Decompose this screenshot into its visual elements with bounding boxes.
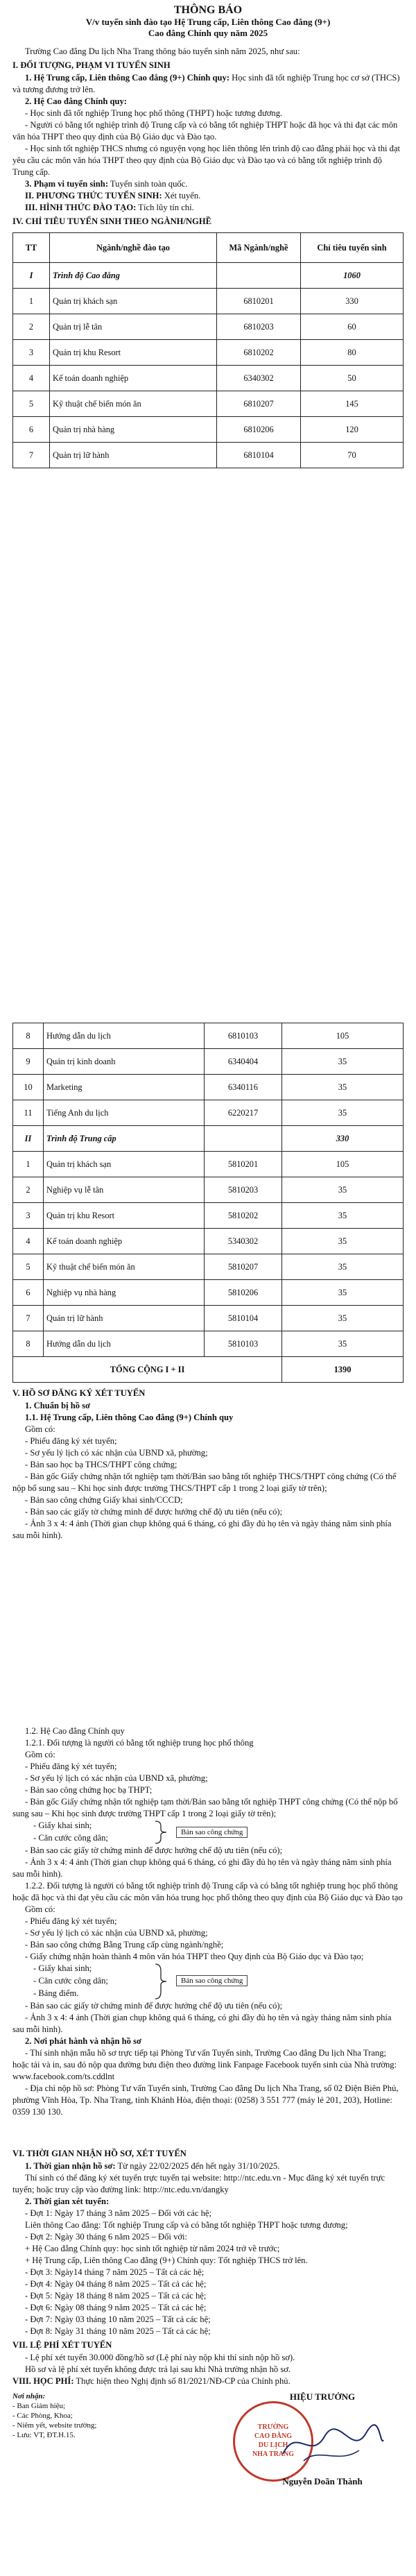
doc-list-item: - Giấy chứng nhận hoàn thành 4 môn văn hóa THPT theo Quy định của Bộ Giáo dục và Đào tạo;	[25, 1952, 364, 1961]
cell-tt: 11	[13, 1100, 44, 1126]
section-3-heading: III. HÌNH THỨC ĐÀO TẠO:	[25, 203, 137, 212]
s7-a: - Lệ phí xét tuyển 30.000 đồng/hồ sơ (Lệ phí này nộp khi thí sinh nộp hồ sơ).	[25, 2353, 295, 2362]
total-quota: 1390	[282, 1357, 404, 1383]
section-1-heading: I. ĐỐI TƯỢNG, PHẠM VI TUYỂN SINH	[12, 60, 171, 70]
s1-h2-b: - Người có bằng tốt nghiệp trình độ Trung cấp và có bằng tốt nghiệp THPT hoặc đã học và thi đạt các môn văn hóa THPT theo quy định của Bộ Giáo dục và Đào tạo.	[12, 120, 398, 142]
cell-tt: 9	[13, 1049, 44, 1075]
cell-quota: 35	[282, 1100, 404, 1126]
signature-scribble	[276, 2419, 387, 2468]
cell-name: Kỹ thuật chế biến món ăn	[50, 391, 217, 417]
table-total-row	[13, 1357, 404, 1383]
recipient-item: - Lưu: VT, ĐT.H.15.	[12, 2431, 76, 2439]
s5b-gom-1: Gồm có:	[25, 1750, 55, 1759]
cell-tt: 5	[13, 1254, 44, 1280]
cell-code: 5810207	[205, 1254, 282, 1280]
cell-name: Tiếng Anh du lịch	[44, 1100, 205, 1126]
doc-list-item: - Bản sao học bạ THCS/THPT công chứng;	[25, 1460, 177, 1469]
cell-quota: 70	[301, 443, 404, 468]
table-row	[13, 1177, 404, 1203]
cell-quota: 60	[301, 314, 404, 340]
section-7-heading: VII. LỆ PHÍ XÉT TUYỂN	[12, 2340, 112, 2350]
cell-tt: 8	[13, 1023, 44, 1049]
doc-list-item: - Phiếu đăng ký xét tuyển;	[25, 1762, 117, 1771]
cell-tt: 7	[13, 1306, 44, 1331]
cell-code: 6810206	[217, 417, 301, 443]
cell-code: 5340302	[205, 1229, 282, 1254]
cell-tt: 4	[13, 366, 50, 391]
cell-name: Hướng dẫn du lịch	[44, 1023, 205, 1049]
cell-tt: 4	[13, 1229, 44, 1254]
cell-tt: 2	[13, 314, 50, 340]
schedule-item: - Đợt 8: Ngày 31 tháng 10 năm 2025 – Tất cả các hệ;	[25, 2326, 211, 2336]
cell-tt: 3	[13, 340, 50, 366]
section-6-heading: VI. THỜI GIAN NHẬN HỒ SƠ, XÉT TUYỂN	[12, 2149, 187, 2158]
cell-name: Quản trị kinh doanh	[44, 1049, 205, 1075]
brace2-label: Bản sao công chứng	[176, 1975, 248, 1986]
cell-quota: 35	[282, 1049, 404, 1075]
s5-sub12: 1.2. Hệ Cao đẳng Chính quy	[25, 1726, 125, 1736]
cell-quota: 145	[301, 391, 404, 417]
cell-name: Kế toán doanh nghiệp	[50, 366, 217, 391]
s1-h1-text: Học sinh đã tốt nghiệp Trung học cơ sở (THCS) và tương đương trở lên.	[12, 73, 400, 94]
page-2	[0, 1017, 416, 1714]
doc-list-item: - Bản sao các giấy tờ chứng minh để được hưởng chế độ ưu tiên (nếu có);	[25, 1507, 283, 1517]
cell-tt: 6	[13, 417, 50, 443]
schedule-item: - Đợt 6: Ngày 08 tháng 9 năm 2025 – Tất cả các hệ;	[25, 2303, 207, 2312]
brace2-item: - Căn cước công dân;	[33, 1976, 108, 1986]
cell-name: Trình độ Cao đẳng	[50, 263, 217, 289]
brace-group-1	[33, 1820, 404, 1845]
col-code: Mã Ngành/nghề	[217, 233, 301, 263]
table-row	[13, 1306, 404, 1331]
schedule-item: Liên thông Cao đẳng: Tốt nghiệp Trung cấp và có bằng tốt nghiệp THPT hoặc tương đương;	[25, 2220, 348, 2230]
schedule-item: - Đợt 1: Ngày 17 tháng 3 năm 2025 – Đối với các hệ;	[25, 2208, 211, 2218]
cell-tt: II	[13, 1126, 44, 1152]
cell-code	[217, 263, 301, 289]
recipient-item: - Ban Giám hiệu;	[12, 2402, 66, 2410]
doc-list-item: - Bản sao công chứng Bằng Trung cấp cùng ngành/nghề;	[25, 1940, 224, 1950]
stamp-line: CAO ĐẲNG	[254, 2432, 293, 2440]
cell-quota: 35	[282, 1280, 404, 1306]
cell-code: 6340116	[205, 1075, 282, 1100]
cell-name: Quản trị khách sạn	[50, 289, 217, 314]
cell-quota: 35	[282, 1075, 404, 1100]
cell-tt: 10	[13, 1075, 44, 1100]
doc-list-item: - Sơ yếu lý lịch có xác nhận của UBND xã, phường;	[25, 1773, 208, 1783]
cell-code: 6810201	[217, 289, 301, 314]
recipient-item: - Các Phòng, Khoa;	[12, 2412, 73, 2420]
brace-group-2	[33, 1963, 404, 2000]
cell-name: Hướng dẫn du lịch	[44, 1331, 205, 1357]
s1-h3-text: Tuyển sinh toàn quốc.	[108, 179, 188, 189]
doc-title: THÔNG BÁO	[173, 4, 243, 16]
s5-sub11: 1.1. Hệ Trung cấp, Liên thông Cao đẳng (9+) Chính quy	[25, 1413, 234, 1422]
cell-name: Quản trị khu Resort	[50, 340, 217, 366]
cell-name: Quản trị khu Resort	[44, 1203, 205, 1229]
section-2-text: Xét tuyển.	[162, 191, 201, 201]
s5-gom: Gồm có:	[25, 1424, 55, 1434]
schedule-item: + Hệ Trung cấp, Liên thông Cao đẳng (9+) Chính quy: Tốt nghiệp THCS trở lên.	[25, 2255, 308, 2265]
s5-sub1: 1. Chuẩn bị hồ sơ	[25, 1401, 91, 1410]
table-row	[13, 391, 404, 417]
brace1-label: Bản sao công chứng	[176, 1827, 248, 1838]
s5-sub2: 2. Nơi phát hành và nhận hồ sơ	[25, 2036, 141, 2046]
cell-code: 6810203	[217, 314, 301, 340]
cell-code: 5810104	[205, 1306, 282, 1331]
s5-sub121: 1.2.1. Đối tượng là người có bằng tốt nghiệp trung học phổ thông	[25, 1738, 254, 1748]
s1-h1-label: 1. Hệ Trung cấp, Liên thông Cao đẳng (9+) Chính quy:	[25, 73, 230, 83]
cell-quota: 1060	[301, 263, 404, 289]
doc-list-item: - Bản sao các giấy tờ chứng minh để được hưởng chế độ ưu tiên (nếu có);	[25, 1845, 283, 1855]
cell-code: 6340404	[205, 1049, 282, 1075]
cell-code: 6340302	[217, 366, 301, 391]
schedule-item: + Hệ Cao đẳng Chính quy: học sinh tốt nghiệp từ năm 2024 trở về trước;	[25, 2244, 280, 2253]
col-name: Ngành/nghề đào tạo	[50, 233, 217, 263]
s5b-gom-2: Gồm có:	[25, 1904, 55, 1914]
cell-code: 5810202	[205, 1203, 282, 1229]
s6-t1-a: Thí sinh có thể đăng ký xét tuyển trực tuyến tại website: http://ntc.edu.vn - Mục đăng ký xét tuyển trực tuyến; hoặc truy cập vào đường link: http://ntc.edu.vn/dangky	[12, 2173, 385, 2194]
cell-code: 6810207	[217, 391, 301, 417]
cell-tt: 6	[13, 1280, 44, 1306]
stamp-line: NHA TRANG	[252, 2450, 295, 2458]
intro-text: Trường Cao đẳng Du lịch Nha Trang thông báo tuyển sinh năm 2025, như sau:	[25, 46, 300, 56]
doc-list-item: - Bản gốc Giấy chứng nhận tốt nghiệp tạm thời/Bản sao bằng tốt nghiệp THPT công chứng (Có thể nộp bổ sung sau – Khi học sinh được trường THPT cấp 1 trong 2 loại giấy tờ trên);	[12, 1797, 398, 1818]
cell-name: Marketing	[44, 1075, 205, 1100]
cell-tt: 5	[13, 391, 50, 417]
cell-name: Quản trị khách sạn	[44, 1152, 205, 1177]
doc-list-item: - Phiếu đăng ký xét tuyển;	[25, 1436, 117, 1446]
section-3-text: Tích lũy tín chỉ.	[136, 203, 194, 212]
signature-block	[12, 2391, 404, 2496]
table-row	[13, 1049, 404, 1075]
page-1	[0, 0, 416, 996]
cell-code: 5810203	[205, 1177, 282, 1203]
s7-b: Hồ sơ và lệ phí xét tuyển không được trả lại sau khi Nhà trường nhận hồ sơ.	[25, 2364, 291, 2374]
s8-text: Thực hiện theo Nghị định số 81/2021/NĐ-CP của Chính phủ.	[73, 2376, 291, 2386]
doc-list-item: - Phiếu đăng ký xét tuyển;	[25, 1916, 117, 1926]
cell-name: Kỹ thuật chế biến món ăn	[44, 1254, 205, 1280]
cell-tt: 3	[13, 1203, 44, 1229]
cell-code: 5810206	[205, 1280, 282, 1306]
sign-title: HIỆU TRƯỞNG	[289, 2391, 356, 2402]
table-row	[13, 1075, 404, 1100]
cell-code: 6810103	[205, 1023, 282, 1049]
col-quota: Chỉ tiêu tuyển sinh	[301, 233, 404, 263]
cell-tt: I	[13, 263, 50, 289]
schedule-item: - Đợt 2: Ngày 30 tháng 6 năm 2025 – Đối với:	[25, 2232, 188, 2242]
cell-code: 6220217	[205, 1100, 282, 1126]
cell-quota: 35	[282, 1254, 404, 1280]
schedule-item: - Đợt 7: Ngày 03 tháng 10 năm 2025 – Tất cả các hệ;	[25, 2314, 211, 2324]
section-8-heading: VIII. HỌC PHÍ:	[12, 2376, 74, 2386]
s1-h2-label: 2. Hệ Cao đẳng Chính quy:	[25, 96, 127, 106]
cell-quota: 105	[282, 1023, 404, 1049]
cell-quota: 35	[282, 1306, 404, 1331]
brace1-item: - Căn cước công dân;	[33, 1833, 108, 1843]
s6-t1-text: Từ ngày 22/02/2025 đến hết ngày 31/10/2025.	[115, 2161, 280, 2171]
cell-code	[205, 1126, 282, 1152]
cell-name: Quản trị lữ hành	[44, 1306, 205, 1331]
schedule-item: - Đợt 5: Ngày 18 tháng 8 năm 2025 – Tất cả các hệ;	[25, 2291, 207, 2301]
doc-list-item: - Ảnh 3 x 4: 4 ảnh (Thời gian chụp không quá 6 tháng, có ghi đầy đủ họ tên và ngày tháng năm sinh phía sau mỗi hình).	[12, 1519, 392, 1540]
table-row	[13, 340, 404, 366]
s5-sub2-a: - Thí sinh nhận mẫu hồ sơ trực tiếp tại Phòng Tư vấn Tuyển sinh, Trường Cao đẳng Du lịch Nha Trang; hoặc tải và in, sau đó nộp qua đường bưu điện theo đường link Fanpage Facebook tuyển sinh của Nhà trường: www.facebook.com/ts.cddlnt	[12, 2048, 397, 2081]
doc-list-item: - Ảnh 3 x 4: 4 ảnh (Thời gian chụp không quá 6 tháng, có ghi đầy đủ họ tên và ngày tháng năm sinh phía sau mỗi hình).	[12, 1857, 392, 1879]
cell-quota: 35	[282, 1229, 404, 1254]
cell-quota: 35	[282, 1177, 404, 1203]
table-row	[13, 366, 404, 391]
table-row	[13, 1203, 404, 1229]
brace2-item: - Giấy khai sinh;	[33, 1963, 92, 1973]
cell-name: Quản trị lữ hành	[50, 443, 217, 468]
page-3	[0, 1723, 416, 2576]
table-row	[13, 1229, 404, 1254]
cell-tt: 2	[13, 1177, 44, 1203]
doc-list-item: - Sơ yếu lý lịch có xác nhận của UBND xã, phường;	[25, 1928, 208, 1938]
cell-name: Trình độ Trung cấp	[44, 1126, 205, 1152]
cell-code: 5810103	[205, 1331, 282, 1357]
brace-icon	[153, 1820, 173, 1845]
doc-list-item: - Sơ yếu lý lịch có xác nhận của UBND xã, phường;	[25, 1448, 208, 1458]
section-2-heading: II. PHƯƠNG THỨC TUYỂN SINH:	[25, 191, 162, 201]
cell-name: Nghiệp vụ lễ tân	[44, 1177, 205, 1203]
signer-name: Nguyễn Doãn Thành	[282, 2476, 363, 2487]
section-5-heading: V. HỒ SƠ ĐĂNG KÝ XÉT TUYỂN	[12, 1388, 146, 1398]
col-tt: TT	[13, 233, 50, 263]
cell-name: Quản trị nhà hàng	[50, 417, 217, 443]
cell-quota: 80	[301, 340, 404, 366]
cell-name: Quản trị lễ tân	[50, 314, 217, 340]
s1-h3-label: 3. Phạm vi tuyển sinh:	[25, 179, 109, 189]
table-row	[13, 1280, 404, 1306]
cell-code: 6810202	[217, 340, 301, 366]
s5-sub2-b: - Địa chỉ nộp hồ sơ: Phòng Tư vấn Tuyển sinh, Trường Cao đẳng Du lịch Nha Trang, số 02 Điện Biên Phủ, phường Vĩnh Hòa, Tp. Nha Trang, tỉnh Khánh Hòa, điện thoại: (0258) 3 551 777 (máy lẻ 201, 203), Hotline: 0359 130 130.	[12, 2083, 399, 2117]
brace2-item: - Bảng điểm.	[33, 1988, 79, 1998]
cell-quota: 35	[282, 1331, 404, 1357]
table-row	[13, 1152, 404, 1177]
cell-quota: 330	[301, 289, 404, 314]
quota-table-part-2	[12, 1023, 404, 1383]
brace-icon	[153, 1963, 173, 2000]
doc-list-item: - Bản sao các giấy tờ chứng minh để được hưởng chế độ ưu tiên (nếu có);	[25, 2001, 283, 2011]
brace1-item: - Giấy khai sinh;	[33, 1820, 92, 1830]
cell-code: 5810201	[205, 1152, 282, 1177]
schedule-item: - Đợt 3: Ngày14 tháng 7 năm 2025 – Tất cả các hệ;	[25, 2267, 205, 2277]
table-group-row	[13, 1126, 404, 1152]
s6-t2-label: 2. Thời gian xét tuyển:	[25, 2197, 110, 2206]
table-row	[13, 1023, 404, 1049]
recipients	[12, 2391, 96, 2440]
cell-quota: 105	[282, 1152, 404, 1177]
doc-subtitle-1: V/v tuyển sinh đào tạo Hệ Trung cấp, Liên thông Cao đẳng (9+)	[85, 17, 331, 27]
cell-tt: 7	[13, 443, 50, 468]
table-row	[13, 1100, 404, 1126]
table-row	[13, 1254, 404, 1280]
cell-code: 6810104	[217, 443, 301, 468]
table-group-row	[13, 263, 404, 289]
quota-table-part-1	[12, 232, 404, 468]
cell-name: Nghiệp vụ nhà hàng	[44, 1280, 205, 1306]
cell-quota: 120	[301, 417, 404, 443]
total-label: TỔNG CỘNG I + II	[13, 1357, 282, 1383]
stamp-line: TRƯỜNG	[257, 2423, 289, 2431]
section-4-heading: IV. CHỈ TIÊU TUYỂN SINH THEO NGÀNH/NGHỀ	[12, 216, 212, 226]
table-row	[13, 314, 404, 340]
doc-list-item: - Ảnh 3 x 4: 4 ảnh (Thời gian chụp không quá 6 tháng, có ghi đầy đủ họ tên và ngày tháng năm sinh phía sau mỗi hình).	[12, 2013, 392, 2034]
table-row	[13, 1331, 404, 1357]
schedule-item: - Đợt 4: Ngày 04 tháng 8 năm 2025 – Tất cả các hệ;	[25, 2279, 207, 2289]
cell-quota: 35	[282, 1203, 404, 1229]
cell-quota: 50	[301, 366, 404, 391]
cell-tt: 8	[13, 1331, 44, 1357]
s1-h2-c: - Học sinh tốt nghiệp THCS nhưng có nguyện vọng học liên thông lên trình độ cao đẳng phải học và thi đạt yêu cầu các môn văn hóa THPT theo quy định của Bộ Giáo dục và Đào tạo và có bằng tốt nghiệp trình độ Trung cấp.	[12, 144, 401, 177]
table-row	[13, 289, 404, 314]
doc-list-item: - Bản sao công chứng Giấy khai sinh/CCCD;	[25, 1495, 183, 1505]
recipient-item: - Niêm yết, website trường;	[12, 2421, 97, 2430]
cell-quota: 330	[282, 1126, 404, 1152]
s5-sub122: 1.2.2. Đối tượng là người có bằng tốt nghiệp trình độ Trung cấp và có bằng tốt nghiệp trung học phổ thông hoặc đã học và thi đạt yêu cầu các môn văn hóa trung học phổ thông theo quy định của Bộ Giáo dục và Đào tạo	[12, 1881, 403, 1902]
s1-h2-a: - Học sinh đã tốt nghiệp Trung học phổ thông (THPT) hoặc tương đương.	[25, 108, 283, 118]
cell-tt: 1	[13, 289, 50, 314]
doc-list-item: - Bản gốc Giấy chứng nhận tốt nghiệp tạm thời/Bản sao bằng tốt nghiệp THCS/THPT công chứng (Có thể nộp bổ sung sau – Khi học sinh được trường THCS/THPT cấp 1 trong 2 loại giấy tờ trên);	[12, 1472, 397, 1493]
cell-name: Kế toán doanh nghiệp	[44, 1229, 205, 1254]
recipients-label: Nơi nhận:	[12, 2392, 46, 2400]
cell-tt: 1	[13, 1152, 44, 1177]
doc-subtitle-2: Cao đẳng Chính quy năm 2025	[148, 28, 268, 38]
table-row	[13, 417, 404, 443]
doc-list-item: - Bản sao công chứng học bạ THPT;	[25, 1785, 153, 1795]
s6-t1-label: 1. Thời gian nhận hồ sơ:	[25, 2161, 116, 2171]
table-row	[13, 443, 404, 468]
stamp-line: DU LỊCH	[258, 2441, 288, 2449]
